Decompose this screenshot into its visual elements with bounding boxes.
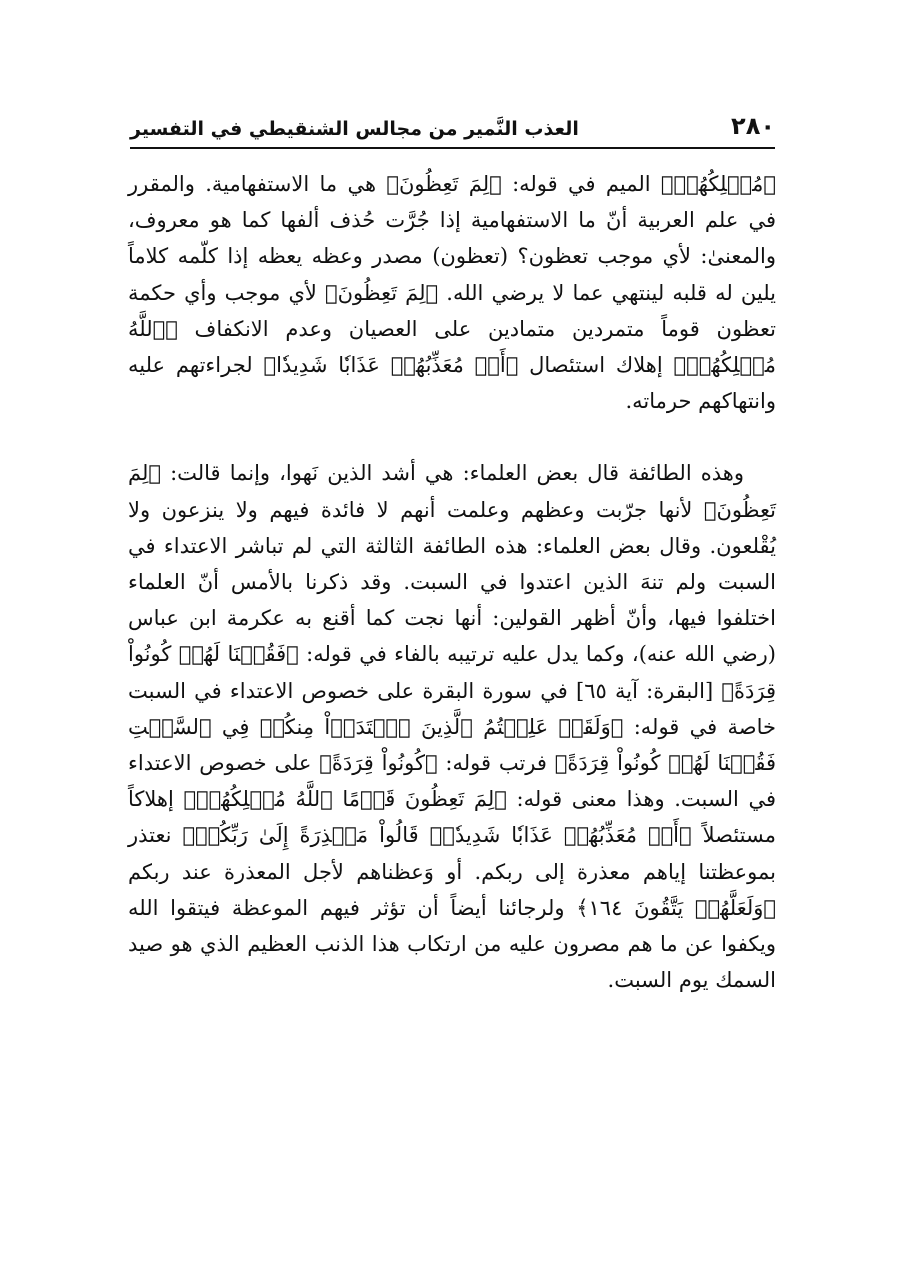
header-rule [130,147,775,149]
paragraph: وهذه الطائفة قال بعض العلماء: هي أشد الذين نَهوا، وإنما قالت: ﴿لِمَ تَعِظُونَ﴾ لأنها جرّبت وعظهم وعلمت أنهم لا فائدة فيهم ولا ينزعون ولا يُقْلعون. وقال بعض العلماء: هذه الطائفة الثالثة التي لم تباشر الاعتداء في السبت ولم تنهَ الذين اعتدوا في السبت. وقد ذكرنا بالأمس أنّ العلماء اختلفوا فيها، وأنّ أظهر القولين: أنها نجت كما أقنع به عكرمة ابن عباس (رضي الله عنه)، وكما يدل عليه ترتيبه بالفاء في قوله: ﴿فَقُلۡنَا لَهُمۡ كُونُواْ قِرَدَةً﴾ [البقرة: آية ٦٥] في سورة البقرة على خصوص الاعتداء في السبت خاصة في قوله: ﴿وَلَقَدۡ عَلِمۡتُمُ ٱلَّذِينَ ٱعۡتَدَوۡاْ مِنكُمۡ فِي ٱلسَّبۡتِ فَقُلۡنَا لَهُمۡ كُونُواْ قِرَدَةً﴾ فرتب قوله: ﴿كُونُواْ قِرَدَةً﴾ على خصوص الاعتداء في السبت. وهذا معنى قوله: ﴿لِمَ تَعِظُونَ قَوۡمًا ٱللَّهُ مُهۡلِكُهُمۡ﴾ إهلاكاً مستئصلاً ﴿أَوۡ مُعَذِّبُهُمۡ عَذَابٗا شَدِيدٗاۖ قَالُواْ مَعۡذِرَةً إِلَىٰ رَبِّكُمۡ﴾ نعتذر بموعظتنا إياهم معذرة إلى ربكم. أو وَعظناهم لأجل المعذرة عند ربكم ﴿وَلَعَلَّهُمۡ يَتَّقُونَ ١٦٤﴾ ولرجائنا أيضاً أن تؤثر فيهم الموعظة فيتقوا الله ويكفوا عن ما هم مصرون عليه من ارتكاب هذا الذنب العظيم الذي هو صيد السمك يوم السبت. [128,461,776,993]
running-title: العذب النَّمير من مجالس الشنقيطي في التفسير [130,118,579,140]
page-header [130,104,775,144]
paragraph: ﴿مُهۡلِكُهُمۡ﴾ الميم في قوله: ﴿لِمَ تَعِظُونَ﴾ هي ما الاستفهامية. والمقرر في علم العربية أنّ ما الاستفهامية إذا جُرَّت حُذف ألفها كما هو معروف، والمعنىٰ: لأي موجب تعظون؟ (تعظون) مصدر وعظه يعظه إذا كلّمه كلاماً يلين له قلبه لينتهي عما لا يرضي الله. ﴿لِمَ تَعِظُونَ﴾ لأي موجب وأي حكمة تعظون قوماً متمردين متمادين على العصيان وعدم الانكفاف ﴿ٱللَّهُ مُهۡلِكُهُمۡ﴾ إهلاك استئصال ﴿أَوۡ مُعَذِّبُهُمۡ عَذَابٗا شَدِيدٗا﴾ لجراءتهم عليه وانتهاكهم حرماته. [128,172,776,414]
body-text [128,166,776,998]
page-number: ٢٨٠ [731,112,775,140]
